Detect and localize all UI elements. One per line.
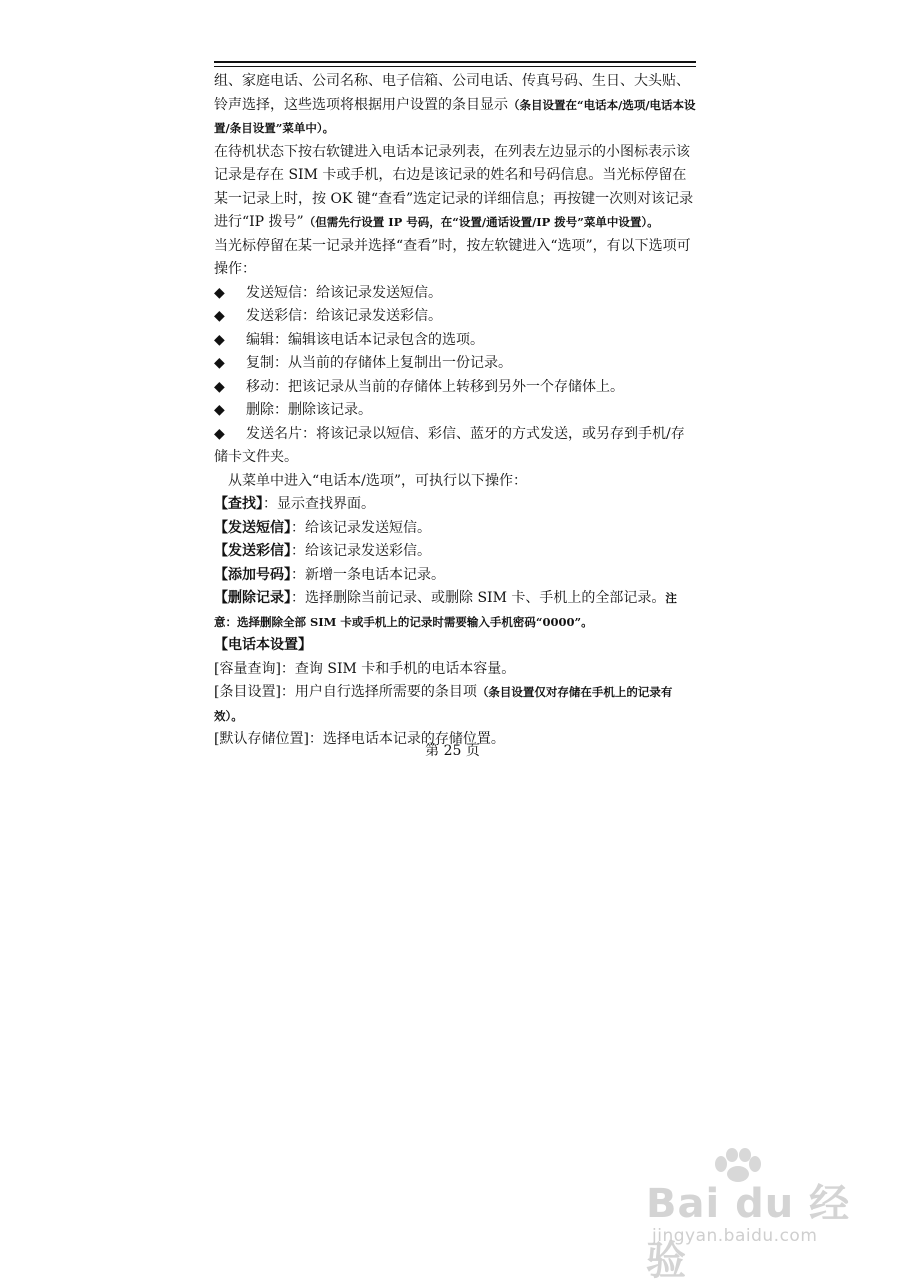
bullet-text: 复制：从当前的存储体上复制出一份记录。 <box>246 355 512 371</box>
header-rule-thick <box>214 61 696 63</box>
bullet-item <box>214 376 698 400</box>
menu-item-label: 【查找】 <box>214 496 263 512</box>
note-text: 注意：选择删除全部 SIM 卡或手机上的记录时需要输入手机密码“0000”。 <box>214 591 677 629</box>
paragraph-options-intro: 当光标停留在某一记录并选择“查看”时，按左软键进入“选项”，有以下选项可操作： <box>214 237 691 277</box>
menu-item-label: 【发送短信】 <box>214 519 291 536</box>
diamond-icon: ◆ <box>214 331 225 348</box>
diamond-icon: ◆ <box>214 355 225 371</box>
diamond-icon: ◆ <box>214 284 225 301</box>
setting-text: [条目设置]：用户自行选择所需要的条目项 <box>214 684 477 700</box>
menu-item-delete-record <box>214 587 698 634</box>
baidu-watermark <box>646 1148 876 1284</box>
paragraph-menu-intro: 从菜单中进入“电话本/选项”，可执行以下操作： <box>228 472 528 489</box>
menu-item-label: 【发送彩信】 <box>214 543 291 559</box>
menu-item-label: 【删除记录】 <box>214 590 291 606</box>
bullet-text: 编辑：编辑该电话本记录包含的选项。 <box>246 331 484 348</box>
bullet-item <box>214 305 698 329</box>
menu-item-desc: ：新增一条电话本记录。 <box>291 566 445 583</box>
menu-item-label: 【添加号码】 <box>214 566 291 583</box>
page-content <box>214 70 698 752</box>
menu-item-send-sms <box>214 517 698 541</box>
menu-item-desc: ：给该记录发送短信。 <box>291 519 431 536</box>
menu-item-desc: ：选择删除当前记录、或删除 SIM 卡、手机上的全部记录。 <box>291 590 666 606</box>
menu-item-find <box>214 493 698 517</box>
menu-item-add-number <box>214 564 698 588</box>
section-heading-settings: 【电话本设置】 <box>214 637 312 653</box>
menu-item-desc: ：显示查找界面。 <box>263 496 375 512</box>
diamond-icon: ◆ <box>214 378 225 395</box>
bullet-text: 发送彩信：给该记录发送彩信。 <box>246 308 442 324</box>
diamond-icon: ◆ <box>214 308 225 324</box>
bullet-text: 发送名片：将该记录以短信、彩信、蓝牙的方式发送，或另存到手机/存储卡文件夹。 <box>214 425 685 465</box>
note-text: （条目设置仅对存储在手机上的记录有效）。 <box>214 685 673 723</box>
diamond-icon: ◆ <box>214 425 225 442</box>
bullet-item <box>214 399 698 423</box>
menu-item-desc: ：给该记录发送彩信。 <box>291 543 431 559</box>
bullet-item <box>214 282 698 306</box>
baidu-logo-text: Bai du 经验 <box>646 1181 851 1284</box>
note-text: （但需先行设置 IP 号码，在“设置/通话设置/IP 拨号”菜单中设置）。 <box>303 215 659 229</box>
bullet-item-wrap <box>214 423 698 470</box>
setting-default-storage: [默认存储位置]：选择电话本记录的存储位置。 <box>214 731 505 747</box>
bullet-text: 删除：删除该记录。 <box>246 402 372 418</box>
page-number: 第 25 页 <box>425 743 480 759</box>
paragraph-list-view <box>214 141 698 235</box>
diamond-icon: ◆ <box>214 402 225 418</box>
header-rule-thin <box>214 66 696 67</box>
bullet-text: 移动：把该记录从当前的存储体上转移到另外一个存储体上。 <box>246 378 624 395</box>
bullet-item <box>214 329 698 353</box>
paragraph-text: 组、家庭电话、公司名称、电子信箱、公司电话、传真号码、生日、大头贴、铃声选择，这些选项将根据用户设置的条目显示 <box>214 73 690 113</box>
note-text: （条目设置在“电话本/选项/电话本设置/条目设置”菜单中）。 <box>214 97 696 135</box>
menu-item-send-mms <box>214 540 698 564</box>
bullet-text: 发送短信：给该记录发送短信。 <box>246 284 442 301</box>
paragraph-text: 在待机状态下按右软键进入电话本记录列表，在列表左边显示的小图标表示该记录是存在 SIM 卡或手机，右边是该记录的姓名和号码信息。当光标停留在某一记录上时，按 OK 键“查看”选定记录的详细信息；再按键一次则对该记录进行“IP 拨号” <box>214 143 694 230</box>
setting-capacity: [容量查询]：查询 SIM 卡和手机的电话本容量。 <box>214 660 516 677</box>
bullet-item <box>214 352 698 376</box>
watermark-url: jingyan.baidu.com <box>652 1226 818 1246</box>
paragraph-fields <box>214 70 698 141</box>
setting-entries <box>214 681 698 728</box>
